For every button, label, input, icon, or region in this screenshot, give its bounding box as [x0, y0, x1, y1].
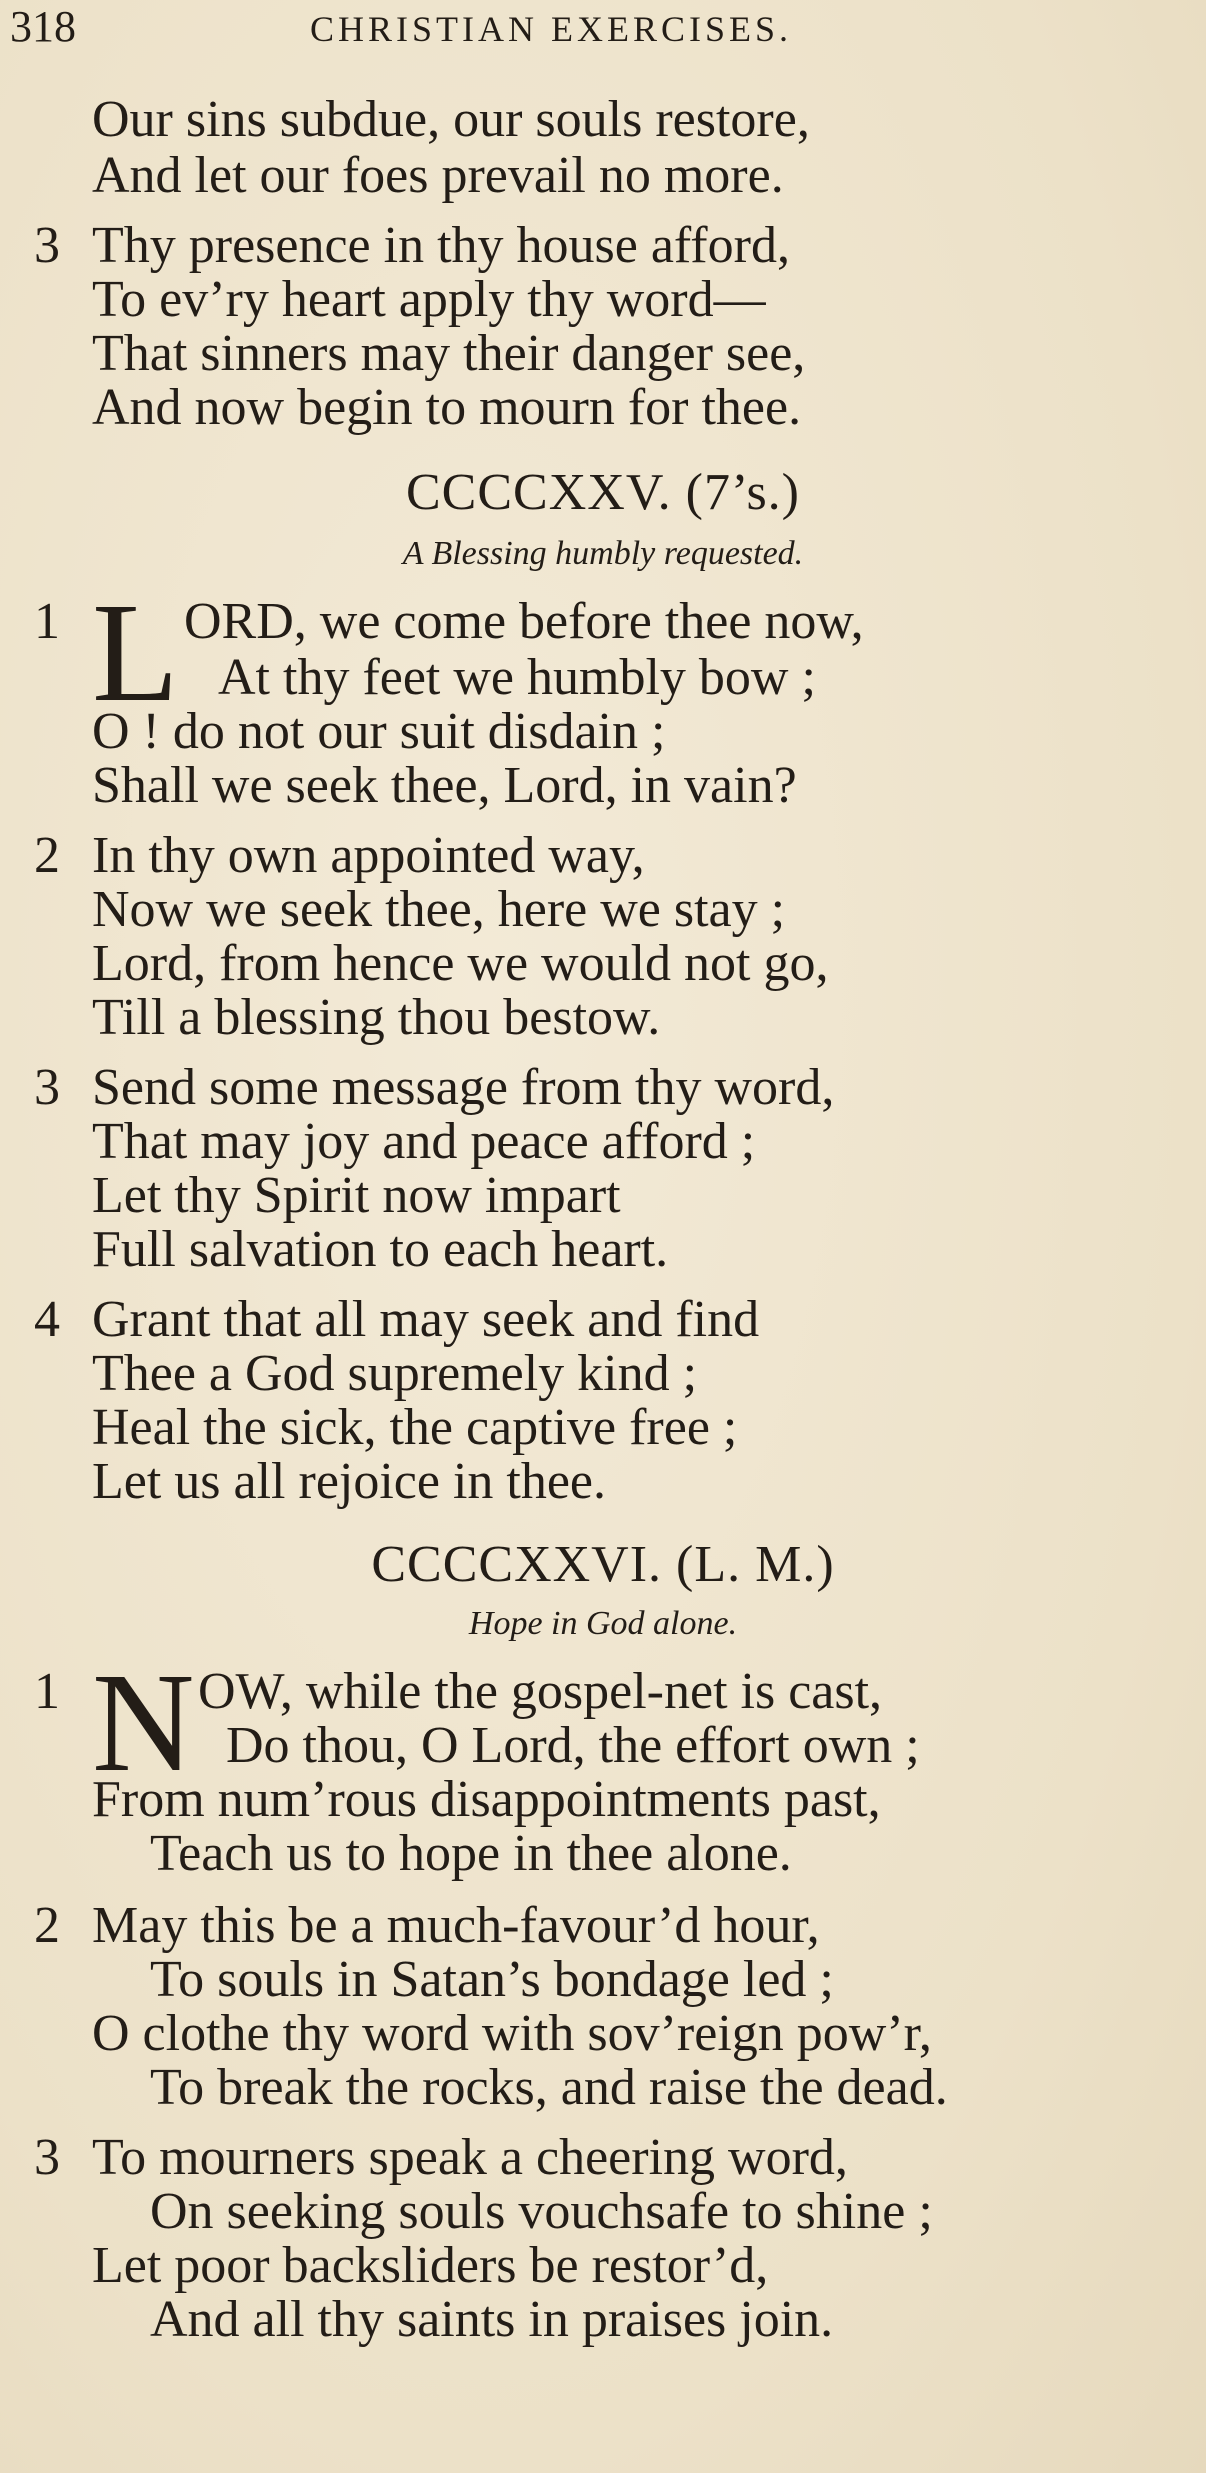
verse-number: 1 — [34, 1663, 60, 1720]
verse-number: 4 — [34, 1291, 60, 1348]
verse-line: Teach us to hope in thee alone. — [150, 1825, 792, 1882]
verse-line: On seeking souls vouchsafe to shine ; — [150, 2183, 933, 2240]
verse-number: 1 — [34, 593, 60, 650]
verse-line: Do thou, O Lord, the effort own ; — [226, 1717, 920, 1774]
page-header — [10, 2, 1190, 52]
verse-line: To ev’ry heart apply thy word— — [92, 271, 766, 328]
verse-number: 3 — [34, 217, 60, 274]
verse-line: O clothe thy word with sov’reign pow’r, — [92, 2005, 932, 2062]
hymn-subtitle: Hope in God alone. — [468, 1605, 738, 1642]
verse-line: Thy presence in thy house afford, — [92, 217, 790, 274]
verse-line: Till a blessing thou bestow. — [92, 989, 661, 1046]
verse-line: And let our foes prevail no more. — [92, 147, 784, 204]
verse-line: Thee a God supremely kind ; — [92, 1345, 698, 1402]
hymn-title: CCCCXXVI. (L. M.) — [371, 1536, 835, 1593]
verse-line: Lord, from hence we would not go, — [92, 935, 829, 992]
verse-line: That may joy and peace afford ; — [92, 1113, 756, 1170]
verse-line: Let us all rejoice in thee. — [92, 1453, 607, 1510]
verse-number: 2 — [34, 827, 60, 884]
hymn-title: CCCCXXV. (7’s.) — [405, 464, 800, 521]
verse-line: Let poor backsliders be restor’d, — [92, 2237, 769, 2294]
verse-line: In thy own appointed way, — [92, 827, 645, 884]
running-title: CHRISTIAN EXERCISES. — [310, 9, 793, 49]
verse-line: O ! do not our suit disdain ; — [92, 703, 666, 760]
page-number: 318 — [10, 2, 76, 51]
verse-line: May this be a much-favour’d hour, — [92, 1897, 820, 1954]
verse-line: Heal the sick, the captive free ; — [92, 1399, 738, 1456]
verse-number: 2 — [34, 1897, 60, 1954]
hymn-subtitle: A Blessing humbly requested. — [402, 535, 804, 572]
verse-line: Let thy Spirit now impart — [92, 1167, 621, 1224]
verse-line: That sinners may their danger see, — [92, 325, 806, 382]
verse-line: From num’rous disappointments past, — [92, 1771, 881, 1828]
verse-line: OW, while the gospel-net is cast, — [198, 1663, 883, 1720]
verse-number: 3 — [34, 1059, 60, 1116]
drop-cap: N — [92, 1662, 195, 1774]
verse-line: To break the rocks, and raise the dead. — [150, 2059, 948, 2116]
verse-line: And now begin to mourn for thee. — [92, 379, 802, 436]
verse-line: And all thy saints in praises join. — [150, 2291, 834, 2348]
drop-cap: L — [92, 592, 179, 704]
verse-line: Full salvation to each heart. — [92, 1221, 669, 1278]
verse-line: To mourners speak a cheering word, — [92, 2129, 848, 2186]
verse-number: 3 — [34, 2129, 60, 2186]
verse-line: Our sins subdue, our souls restore, — [92, 91, 810, 148]
verse-line: Send some message from thy word, — [92, 1059, 835, 1116]
verse-line: At thy feet we humbly bow ; — [218, 649, 816, 706]
verse-line: Now we seek thee, here we stay ; — [92, 881, 786, 938]
verse-line: ORD, we come before thee now, — [184, 593, 864, 650]
verse-line: Shall we seek thee, Lord, in vain? — [92, 757, 797, 814]
verse-line: To souls in Satan’s bondage led ; — [150, 1951, 834, 2008]
verse-line: Grant that all may seek and find — [92, 1291, 760, 1348]
